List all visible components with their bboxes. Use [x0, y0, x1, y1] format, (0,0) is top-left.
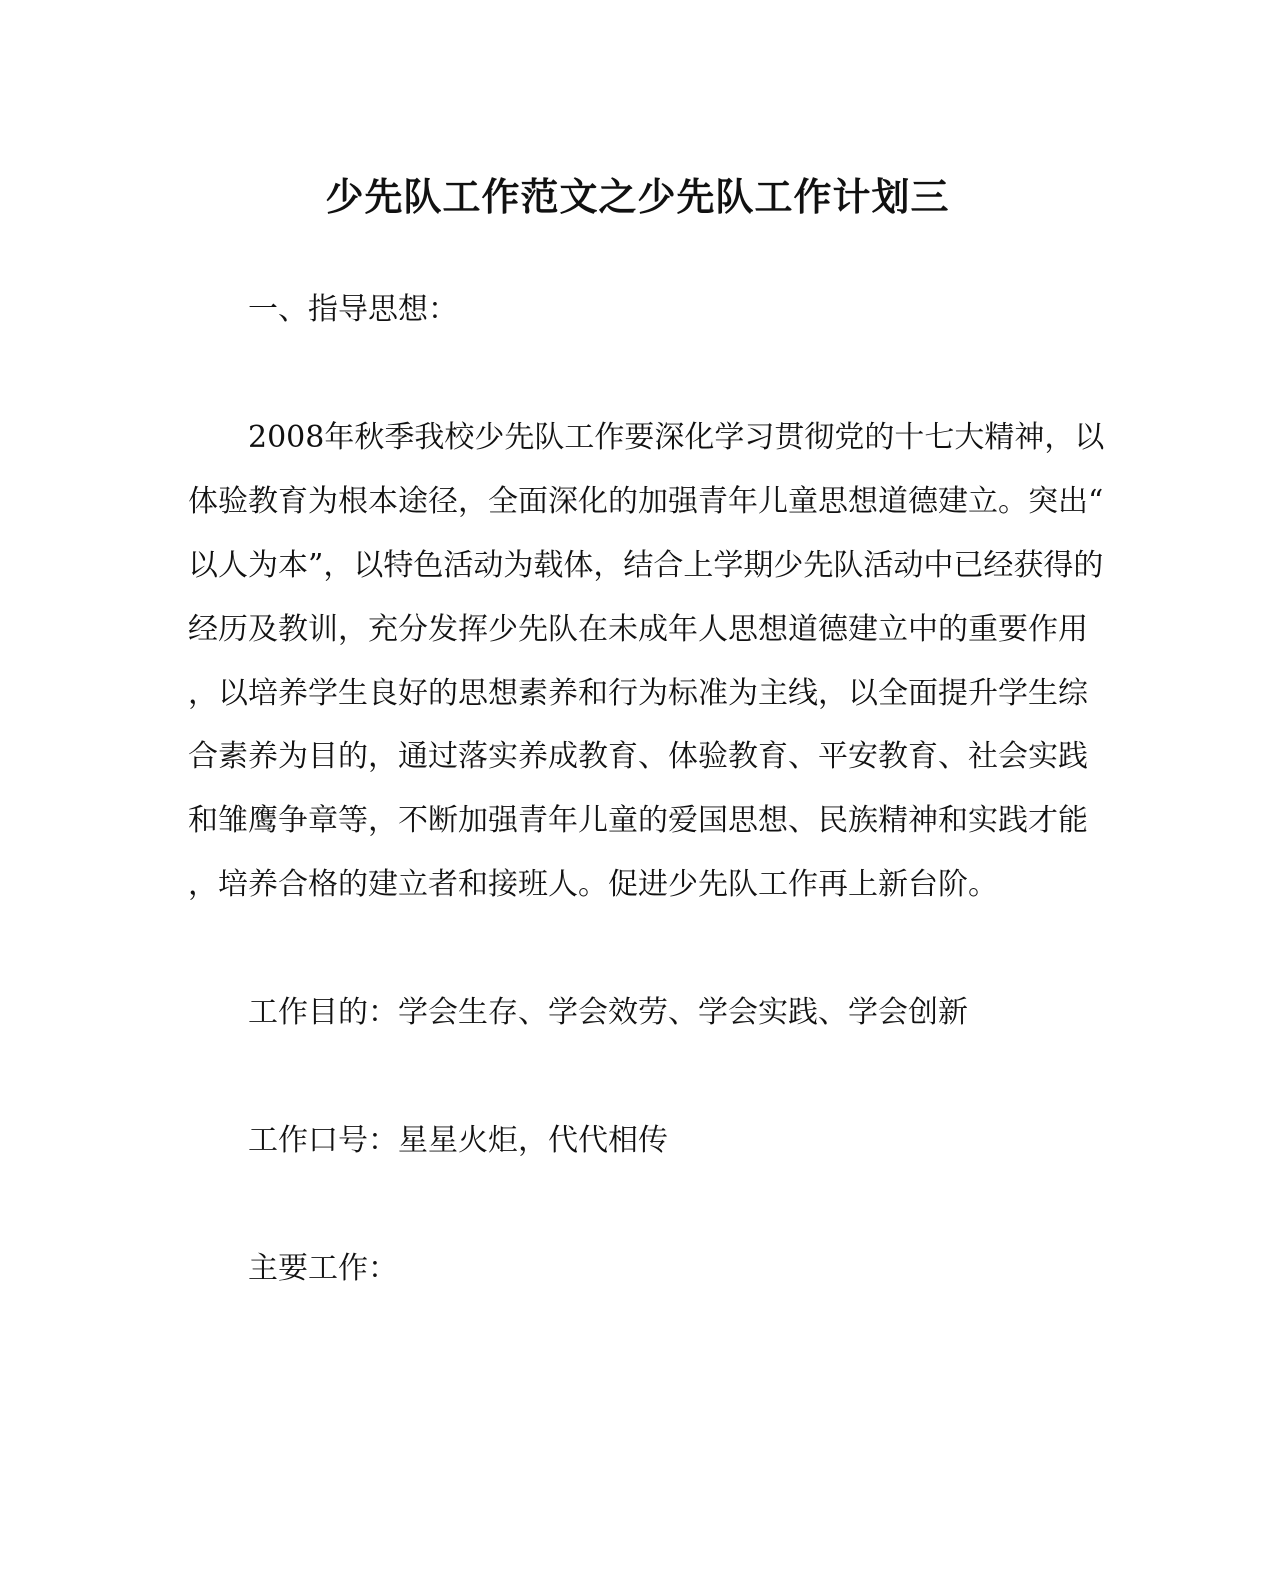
paragraph-line: 体验教育为根本途径，全面深化的加强青年儿童思想道德建立。突出“ [188, 484, 1104, 519]
work-goal-line: 工作目的：学会生存、学会效劳、学会实践、学会创新 [248, 995, 968, 1030]
paragraph-line: ，以培养学生良好的思想素养和行为标准为主线，以全面提升学生综 [188, 676, 1088, 711]
paragraph-line: 和雏鹰争章等，不断加强青年儿童的爱国思想、民族精神和实践才能 [188, 803, 1088, 838]
work-slogan-line: 工作口号：星星火炬，代代相传 [248, 1123, 668, 1158]
paragraph-line: 合素养为目的，通过落实养成教育、体验教育、平安教育、社会实践 [188, 739, 1088, 774]
paragraph-line: 以人为本”，以特色活动为载体，结合上学期少先队活动中已经获得的 [188, 548, 1104, 583]
paragraph-line: 2008年秋季我校少先队工作要深化学习贯彻党的十七大精神，以 [248, 420, 1105, 455]
paragraph-line: 经历及教训，充分发挥少先队在未成年人思想道德建立中的重要作用 [188, 612, 1088, 647]
paragraph-line: ，培养合格的建立者和接班人。促进少先队工作再上新台阶。 [188, 867, 998, 902]
main-work-heading: 主要工作： [248, 1251, 398, 1286]
document-title: 少先队工作范文之少先队工作计划三 [325, 174, 950, 219]
section-heading: 一、指导思想： [248, 292, 458, 327]
